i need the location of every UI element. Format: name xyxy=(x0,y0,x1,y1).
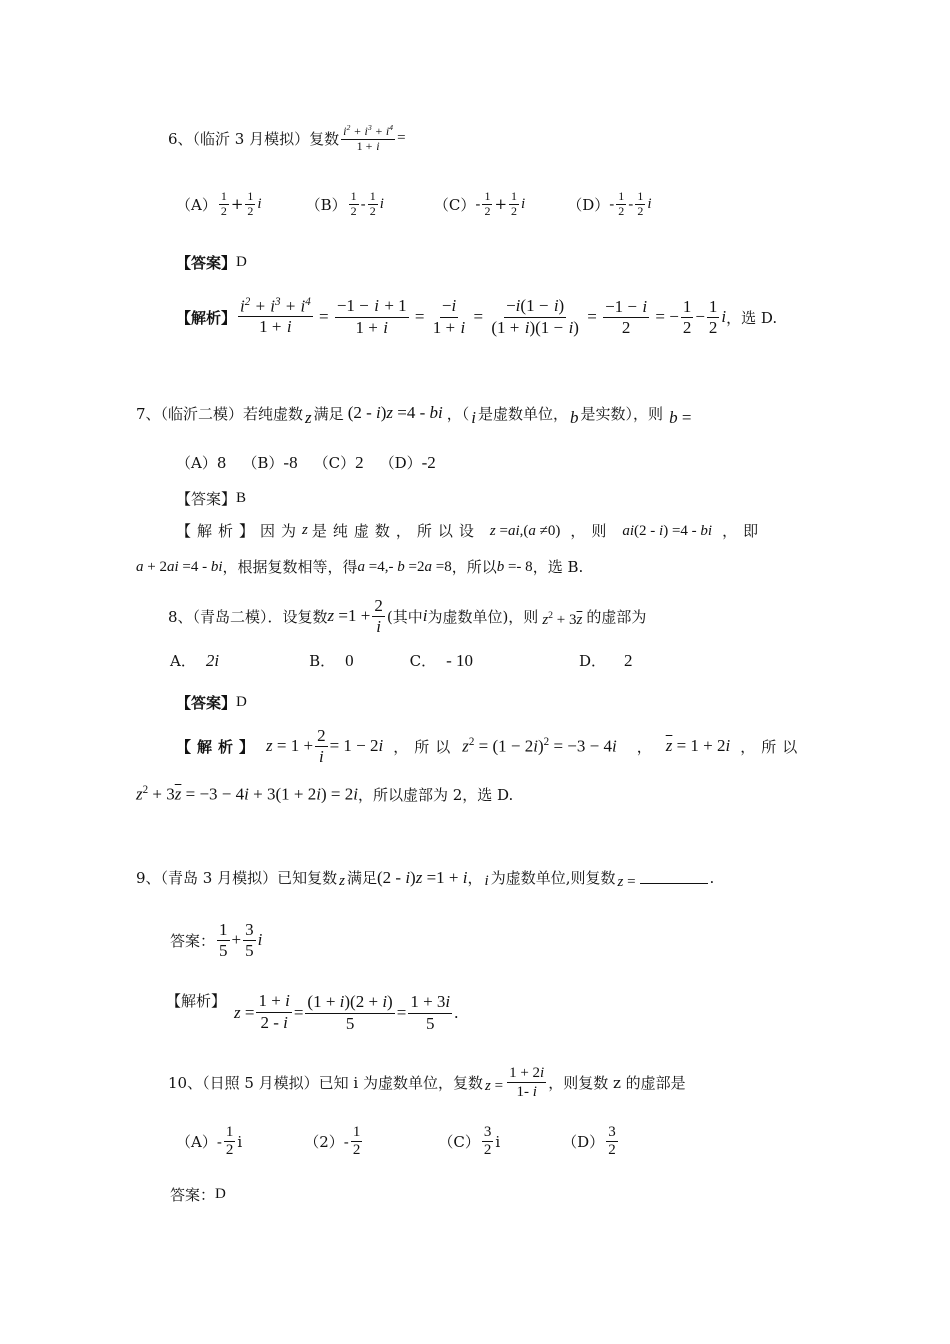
q6-analysis: 【解析】 $\frac{i^2 + i^3 + i^4}{1 + i}$ = $\frac{-1 - i + 1}{1 + i}$ = $\frac{-i}{1 + i}$ = $\frac{-i(1 - i)}{(1 + i)(1 - i)}$ = $\frac{-1 - i}{2}$ = − $\frac{1}{2}$ − $\frac{1}{2}$ i ，选 D. xyxy=(176,296,778,338)
q9-answer: 答案： $\frac{1}{5}$ + $\frac{3}{5}$ i xyxy=(170,920,263,960)
q8-analysis-line1: 【解析】 z = 1 + $\frac{2}{i}$ = 1 − 2i ，所以 $z^2 = (1 - 2i)^2 = -3 - 4i$ ， $\overline{z} = 1 + 2i$ ，所以 xyxy=(176,726,804,766)
q7-answer: 【答案】 B xyxy=(176,490,247,508)
q10-option-b: （2） - $\frac{1}{2}$ xyxy=(304,1124,361,1159)
q6-option-a: （A） $\frac{1}{2}$ + $\frac{1}{2}$ i xyxy=(176,189,262,218)
q10-stem: 10、（日照 5 月模拟）已知 i 为虚数单位，复数 z = $\frac{1 + 2i}{1- i}$ ，则复数 z 的虚部是 xyxy=(168,1065,686,1101)
q8-analysis-line2: $z^2 + 3\overline{z} = -3 - 4i + 3(1 + 2i) = 2i$ ，所以虚部为 2，选 D. xyxy=(136,784,514,804)
q6-options xyxy=(176,190,652,219)
q10-option-d: （D） $\frac{3}{2}$ xyxy=(562,1124,616,1159)
q8-options: A． 2i B． 0 C． - 10 D． 2 xyxy=(170,650,633,670)
q10-options xyxy=(176,1124,620,1160)
q6-expression: $\frac{i^2 + i^3 + i^4}{1 + i}$ xyxy=(343,123,394,153)
q7-options: （A）8 （B） -8 （C） 2 （D） -2 xyxy=(176,452,436,472)
q10-answer: 答案： D xyxy=(170,1186,226,1204)
q7-analysis-line1: 【解析】 因为 z 是纯虚数，所以设 z =ai,(a ≠0) ，则 ai(2 - i) =4 - bi ，即 xyxy=(176,522,765,540)
q7-stem: 7、（临沂二模）若纯虚数 z 满足 (2 - i)z =4 - bi ，（ i 是虚数单位， b 是实数），则 b = xyxy=(136,403,692,427)
q6-option-d: （D） - $\frac{1}{2}$ - $\frac{1}{2}$ i xyxy=(567,189,652,218)
q6-option-b: （B） $\frac{1}{2}$ - $\frac{1}{2}$ i xyxy=(305,189,384,218)
q10-option-c: （C） $\frac{3}{2}$ i xyxy=(438,1124,501,1159)
q8-answer: 【答案】 D xyxy=(176,694,247,712)
q6-answer: 【答案】 D xyxy=(176,254,247,272)
q8-stem: 8、（青岛二模）．设复数 z =1 + $\frac{2}{i}$ (其中 i 为虚数单位)，则 $z^2 + 3\overline{z}$ 的虚部为 xyxy=(168,596,647,636)
q9-analysis: 【解析】 z = $\frac{1 + i}{2 - i}$ = $\frac{(1 + i)(2 + i)}{5}$ = $\frac{1 + 3i}{5}$ . xyxy=(166,991,459,1033)
q6-option-c: （C） - $\frac{1}{2}$ + $\frac{1}{2}$ i xyxy=(433,189,526,218)
q9-stem: 9、（青岛 3 月模拟）已知复数 z 满足 (2 - i)z =1 + i ， i 为虚数单位,则复数 z = . xyxy=(136,867,715,890)
q9-answer-blank xyxy=(640,871,708,884)
q7-analysis-line2: a + 2ai =4 - bi ，根据复数相等，得 a =4,- b =2a =8 ，所以 b =- 8 ，选 B. xyxy=(136,558,584,576)
q10-option-a: （A） - $\frac{1}{2}$ i xyxy=(176,1124,243,1159)
q6-stem: 6、（临沂 3 月模拟）复数 $\frac{i^2 + i^3 + i^4}{1 + i}$ = xyxy=(168,123,406,153)
